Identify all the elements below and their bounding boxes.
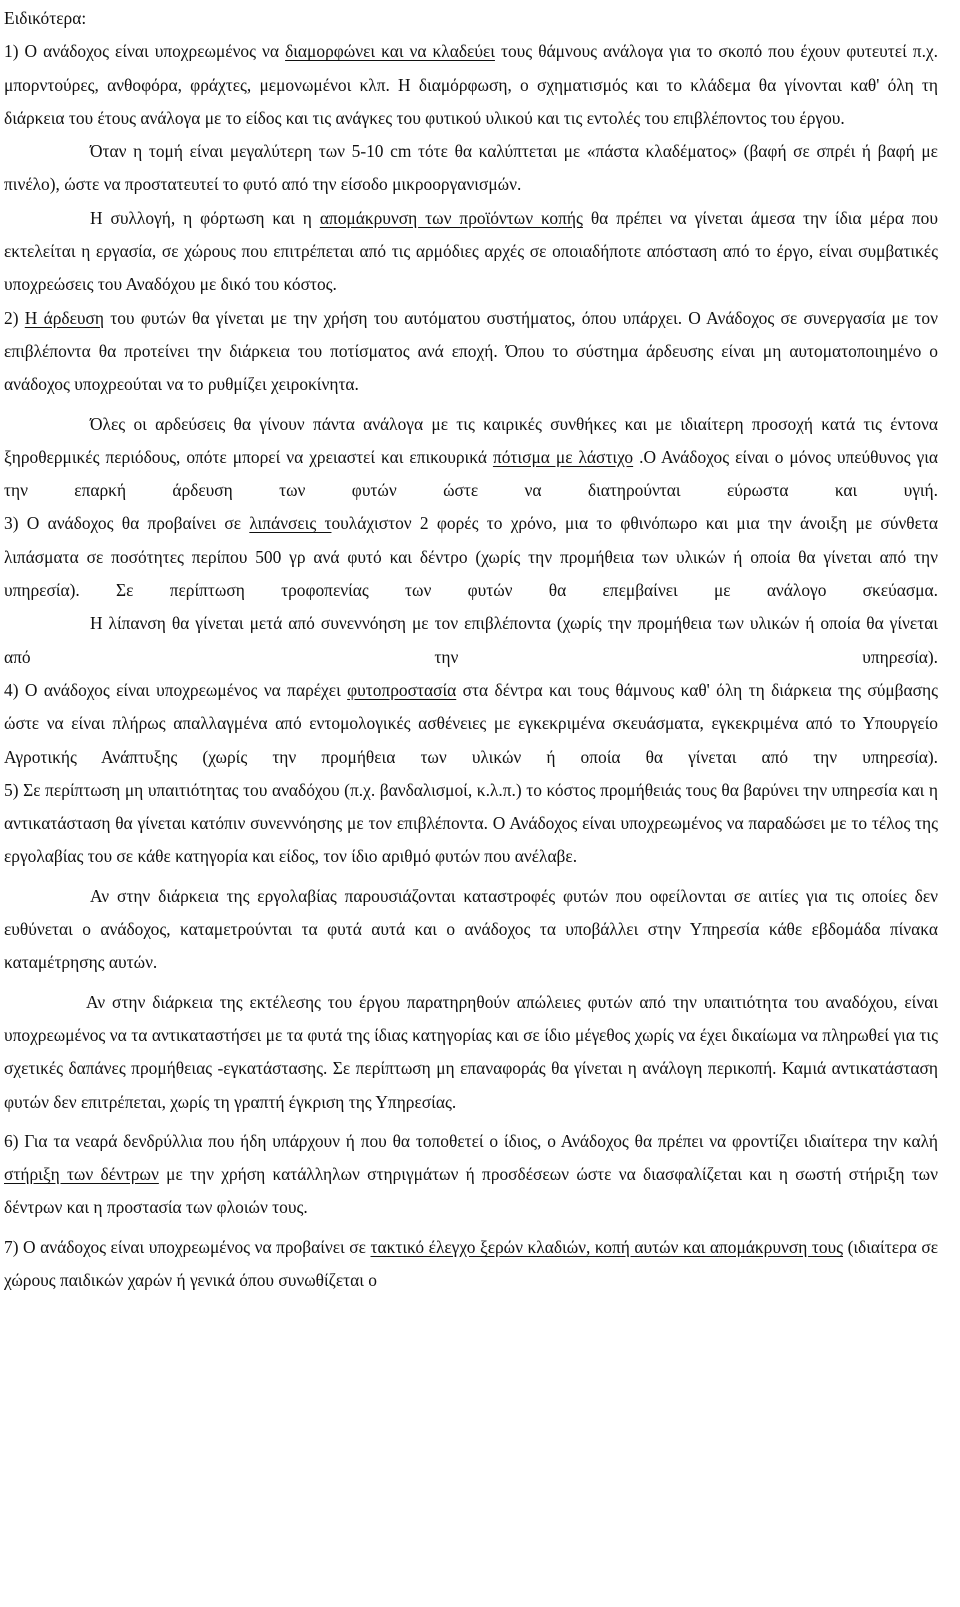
underlined-term: φυτοπροστασία [347, 679, 457, 700]
paragraph-losses: Αν στην διάρκεια της εκτέλεσης του έργου παρατηρηθούν απώλειες φυτών από την υπαιτιότητα του αναδόχου, είναι υποχρεωμένος να τα αντικαταστήσει με τα φυτά της ίδιας κατηγορίας και σε ίδιο μέγεθος χωρίς να έχει δικαίωμα να πληρωθεί για τις σχετικές δαπάνες προμήθειας -εγκατάστασης. Σε περίπτωση μη επαναφοράς θα γίνεται η ανάλογη περικοπή. Καμιά αντικατάσταση φυτών δεν επιτρέπεται, χωρίς τη γραπτή έγκριση της Υπηρεσίας. [4, 991, 938, 1112]
underlined-term: στήριξη των δέντρων [4, 1164, 159, 1185]
paragraph-fertilization [4, 507, 938, 607]
text-run: θα πρέπει να γίνεται άμεσα την ίδια μέρα που εκτελείται η εργασία, σε χώρους που επιτρέπεται από τις αρμόδιες αρχές σε οποιαδήποτε απόσταση από το έργο, είναι συμβατικές υποχρεώσεις του Αναδόχου με δικό του κόστος. [4, 207, 938, 295]
underlined-term: διαμορφώνει και να κλαδεύει [285, 41, 495, 62]
text-run: 3) Ο ανάδοχος θα προβαίνει σε [4, 513, 250, 534]
text-run: 4) Ο ανάδοχος είναι υποχρεωμένος να παρέχει [4, 679, 348, 700]
underlined-term: τακτικό έλεγχο ξερών κλαδιών, κοπή αυτών και απομάκρυνση τους [370, 1236, 844, 1257]
paragraph-pruning [4, 35, 938, 135]
paragraph-irrigation [4, 302, 938, 402]
text-run: 6) Για τα νεαρά δενδρύλλια που ήδη υπάρχουν ή που θα τοποθετεί ο ίδιος, ο Ανάδοχος θα πρέπει να φροντίζει ιδιαίτερα την καλή [4, 1130, 938, 1151]
text-run: του φυτών θα γίνεται με την χρήση του αυτόματου συστήματος, όπου υπάρχει. Ο Ανάδοχος σε συνεργασία με τον επιβλέποντα θα προτείνει την διάρκεια του ποτίσματος ανά εποχή. Όπου το σύστημα άρδευσης είναι μη αυτοματοποιημένο ο ανάδοχος υποχρεούται να το ρυθμίζει χειροκίνητα. [4, 307, 938, 395]
text-run: στα δέντρα και τους θάμνους καθ' όλη τη διάρκεια της σύμβασης ώστε να είναι πλήρως απαλλαγμένα από εντομολογικές ασθένειες με εγκεκριμένα σκευάσματα, εγκεκριμένα από το Υπουργείο Αγροτικής Ανάπτυξης (χωρίς την προμήθεια των υλικών ή οποία θα γίνεται από την υπηρεσία). [4, 679, 938, 767]
text-run: Όλες οι αρδεύσεις θα γίνουν πάντα ανάλογα με τις καιρικές συνθήκες και με ιδιαίτερη προσοχή κατά τις έντονα ξηροθερμικές περιόδους, οπότε μπορεί να χρειαστεί και επικουρικά [4, 413, 938, 467]
text-run: τους θάμνους ανάλογα για το σκοπό που έχουν φυτευτεί π.χ. μπορντούρες, ανθοφόρα, φράχτες, μεμονωμένοι κλπ. Η διαμόρφωση, ο σχηματισμός και το κλάδεμα θα γίνονται καθ' όλη τη διάρκεια του έτους ανάλογα με το είδος και τις ανάγκες του φυτικού υλικού και τις εντολές του επιβλέποντος του έργου. [4, 41, 938, 128]
text-run: (ιδιαίτερα σε χώρους παιδικών χαρών ή γενικά όπου συνωθίζεται ο [4, 1236, 939, 1290]
text-run: με την χρήση κατάλληλων στηριγμάτων ή προσδέσεων ώστε να διασφαλίζεται και η σωστή στήριξη των δέντρων και η προστασία των φλοιών τους. [4, 1164, 938, 1218]
paragraph-vandalism: 5) Σε περίπτωση μη υπαιτιότητας του αναδόχου (π.χ. βανδαλισμοί, κ.λ.π.) το κόστος προμήθειάς τους θα βαρύνει την υπηρεσία και η αντικατάσταση θα γίνεται κατόπιν συνεννόησης με τον επιβλέποντα. Ο Ανάδοχος είναι υποχρεωμένος να παραδώσει με το τέλος της εργολαβίας του σε κάθε κατηγορία και είδος, τον ίδιο αριθμό φυτών που ανέλαβε. [4, 779, 938, 867]
paragraph-fertilization-note: Η λίπανση θα γίνεται μετά από συνεννόηση με τον επιβλέποντα (χωρίς την προμήθεια των υλικών ή οποία θα γίνεται από την υπηρεσία). [4, 613, 938, 667]
paragraph-dry-branches [4, 1231, 938, 1298]
text-run: 7) Ο ανάδοχος είναι υποχρεωμένος να προβαίνει σε [4, 1236, 371, 1257]
paragraph-plant-protection [4, 674, 938, 774]
text-run: 1) Ο ανάδοχος είναι υποχρεωμένος να [4, 41, 286, 62]
paragraph-collection [4, 202, 938, 302]
paragraph-tree-support [4, 1125, 938, 1225]
text-run: 2) [4, 307, 25, 328]
paragraph-cut-paste: Όταν η τομή είναι μεγαλύτερη των 5-10 cm τότε θα καλύπτεται με «πάστα κλαδέματος» (βαφή σε σπρέι ή βαφή με πινέλο), ώστε να προστατευτεί το φυτό από την είσοδο μικροοργανισμών. [4, 141, 938, 195]
underlined-term: πότισμα με λάστιχο [492, 446, 634, 467]
text-run: Η συλλογή, η φόρτωση και η [90, 207, 320, 228]
section-heading: Ειδικότερα: [4, 8, 87, 28]
paragraph-watering [4, 408, 938, 508]
paragraph-damages: Αν στην διάρκεια της εργολαβίας παρουσιάζονται καταστροφές φυτών που οφείλονται σε αιτίες για τις οποίες δεν ευθύνεται ο ανάδοχος, καταμετρούνται τα φυτά αυτά και ο ανάδοχος τα υποβάλλει στην Υπηρεσία κάθε εβδομάδα πίνακα καταμέτρησης αυτών. [4, 885, 938, 973]
text-run: ουλάχιστον 2 φορές το χρόνο, μια το φθινόπωρο και μια την άνοιξη με σύνθετα λιπάσματα σε ποσότητες περίπου 500 γρ ανά φυτό και δέντρο (χωρίς την προμήθεια των υλικών ή οποία θα γίνεται από την υπηρεσία). Σε περίπτωση τροφοπενίας των φυτών θα επεμβαίνει με ανάλογο σκεύασμα. [4, 513, 938, 601]
underlined-term: Η άρδευση [24, 307, 104, 328]
text-run: .Ο Ανάδοχος είναι ο μόνος υπεύθυνος για την επαρκή άρδευση των φυτών ώστε να διατηρούνται εύρωστα και υγιή. [4, 446, 939, 501]
underlined-term: απομάκρυνση των προϊόντων κοπής [319, 207, 583, 228]
underlined-term: λιπάνσεις τ [249, 513, 332, 534]
